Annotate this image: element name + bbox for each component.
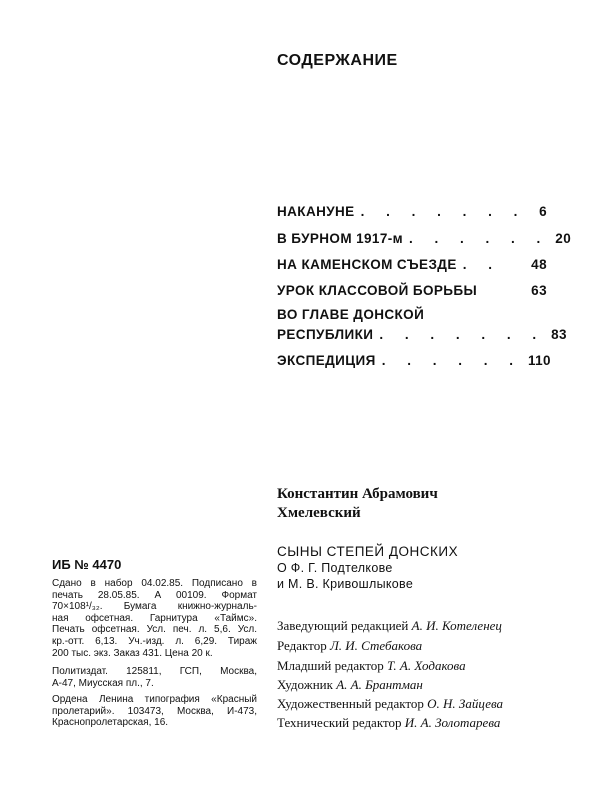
credit-role: Художественный редактор [277,696,424,711]
toc-entry-title-line2: РЕСПУБЛИКИ [277,327,374,342]
imprint-line: А-47, Миусская пл., 7. [52,677,154,689]
imprint-line: Политиздат. 125811, ГСП, Москва, [52,666,257,677]
author-first-name: Константин Абрамович [277,486,438,502]
toc-entry-leader: . . . . . . [409,231,550,246]
imprint-line: печать 28.05.85. А 00109. Формат [52,589,257,601]
author-last-name: Хмелевский [277,505,361,521]
imprint-block-printer [52,694,257,729]
toc-entry-page: 48 [531,257,547,272]
book-title: СЫНЫ СТЕПЕЙ ДОНСКИХ [277,544,459,559]
imprint-line: пролетарий». 103473, Москва, И-473, [52,705,257,717]
credit-person: Л. И. Стебакова [329,638,423,653]
ib-number: ИБ № 4470 [52,557,122,572]
credit-person: О. Н. Зайцева [427,696,504,711]
toc-entry-title: ЭКСПЕДИЦИЯ [277,353,376,368]
imprint-line: кр.-отт. 6,13. Уч.-изд. л. 6,29. Тираж [52,635,257,647]
credit-line [277,696,503,712]
toc-entry-leader: . . . . . . . [379,327,546,342]
toc-entry-page: 20 [555,231,572,246]
toc-entry[interactable] [277,283,547,298]
toc-entry-leader: . . [462,257,501,272]
toc-entry-title: НАКАНУНЕ [277,204,355,219]
dedication-line: и М. В. Кривошлыкове [277,577,414,591]
toc-entry-title: НА КАМЕНСКОМ СЪЕЗДЕ [277,257,457,272]
credit-role: Художник [277,677,333,692]
credit-person: И. А. Золотарева [404,715,501,730]
imprint-line: Печать офсетная. Усл. печ. л. 5,6. Усл. [52,624,257,636]
credit-role: Редактор [277,638,327,653]
contents-title: СОДЕРЖАНИЕ [277,52,398,69]
credit-role: Технический редактор [277,715,402,730]
credit-person: А. И. Котеленец [411,618,502,633]
imprint-line: Ордена Ленина типография «Красный [52,694,257,705]
toc-entry-title: В БУРНОМ 1917-м [277,231,404,246]
toc-entry[interactable] [277,231,572,246]
toc-entry-title: УРОК КЛАССОВОЙ БОРЬБЫ [277,283,478,298]
toc-entry[interactable] [277,327,567,342]
credit-role: Младший редактор [277,658,384,673]
credit-person: Т. А. Ходакова [387,658,466,673]
toc-entry-page: 83 [551,327,567,342]
toc-entry-page: 6 [539,204,547,219]
credit-line [277,658,466,674]
credit-line [277,618,502,634]
imprint-line: Сдано в набор 04.02.85. Подписано в [52,578,257,589]
imprint-block-publisher [52,666,257,689]
imprint-line: ная офсетная. Гарнитура «Таймс». [52,612,257,624]
imprint-line: 70×108¹/₃₂. Бумага книжно-журналь- [52,601,257,613]
dedication-line: О Ф. Г. Подтелкове [277,561,393,575]
credit-line [277,677,423,693]
credit-person: А. А. Брантман [336,677,423,692]
imprint-block-print-details [52,578,257,659]
credit-line [277,638,422,654]
credit-line [277,715,500,731]
toc-entry[interactable] [277,204,547,219]
toc-entry-page: 110 [527,353,551,368]
imprint-line: Краснопролетарская, 16. [52,717,169,729]
toc-entry-title-line1[interactable]: ВО ГЛАВЕ ДОНСКОЙ [277,307,425,322]
imprint-line: 200 тыс. экз. Заказ 431. Цена 20 к. [52,647,213,659]
toc-entry-page: 63 [531,283,547,298]
toc-entry-leader: . . . . . . [381,353,522,368]
toc-entry[interactable] [277,257,547,272]
credit-role: Заведующий редакцией [277,618,409,633]
toc-entry-leader: . . . . . . . [360,204,527,219]
toc-entry[interactable] [277,353,551,368]
